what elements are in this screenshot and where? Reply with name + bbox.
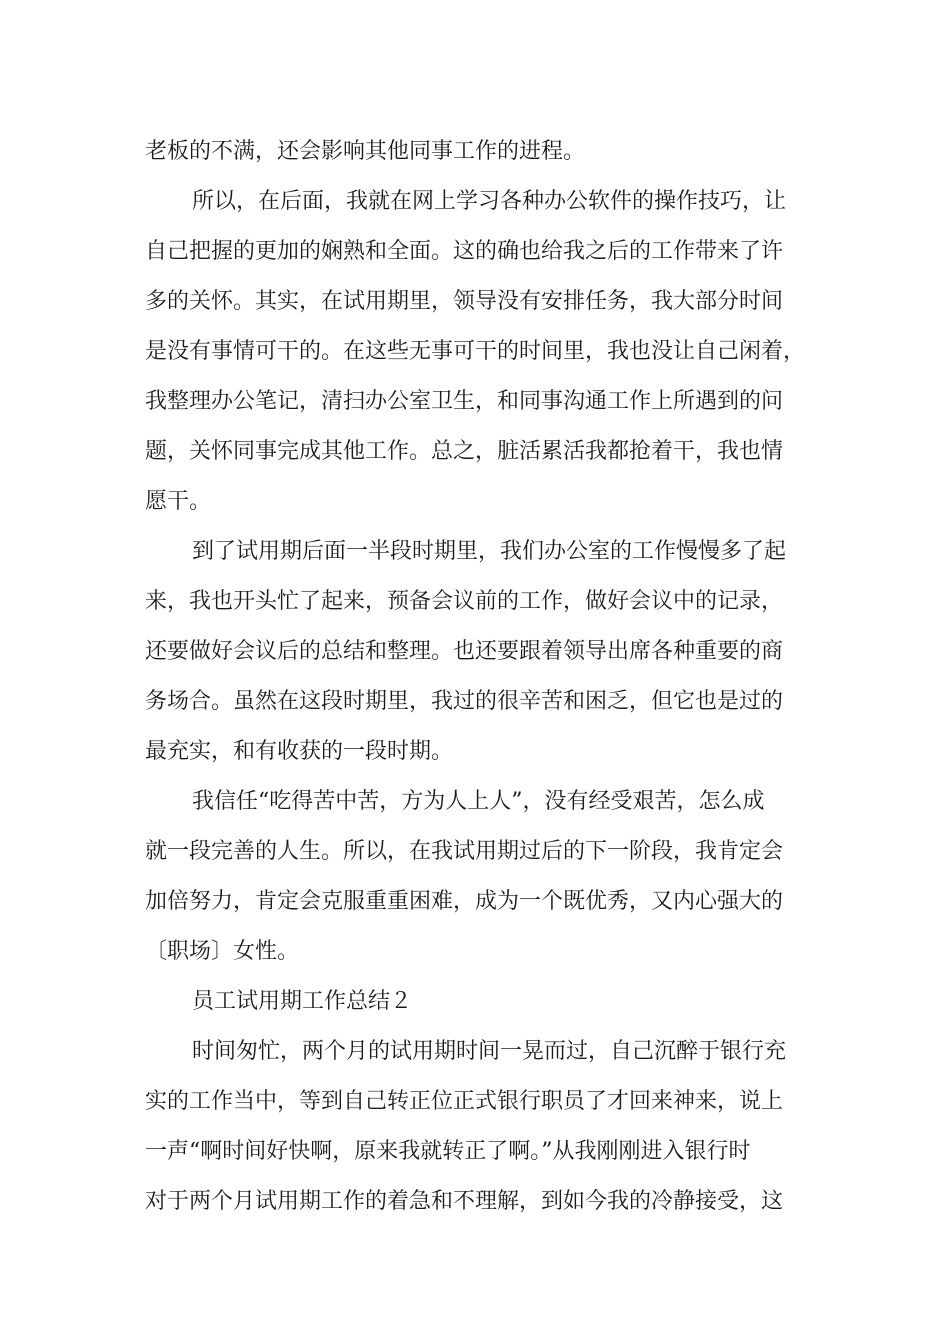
paragraph-start-line: 所以，在后面，我就在网上学习各种办公软件的操作技巧，让 [192, 189, 787, 214]
text-line: 对于两个月试用期工作的着急和不理解，到如今我的冷静接受，这 [145, 1189, 784, 1214]
text-line: 来，我也开头忙了起来，预备会议前的工作，做好会议中的记录， [145, 589, 784, 614]
text-line: 多的关怀。其实，在试用期里，领导没有安排任务，我大部分时间 [145, 289, 784, 314]
text-line: 自己把握的更加的娴熟和全面。这的确也给我之后的工作带来了许 [145, 239, 784, 264]
text-line: 老板的不满，还会影响其他同事工作的进程。 [145, 139, 586, 164]
text-line: 务场合。虽然在这段时期里，我过的很辛苦和困乏，但它也是过的 [145, 689, 784, 714]
paragraph-start-line: 到了试用期后面一半段时期里，我们办公室的工作慢慢多了起 [192, 539, 787, 564]
section-heading: 员工试用期工作总结２ [192, 989, 413, 1014]
paragraph-start-line: 我信任“吃得苦中苦，方为人上人”，没有经受艰苦，怎么成 [192, 789, 765, 814]
text-line: 一声“啊时间好快啊，原来我就转正了啊。”从我刚刚进入银行时 [145, 1139, 751, 1164]
text-line: 还要做好会议后的总结和整理。也还要跟着领导出席各种重要的商 [145, 639, 784, 664]
text-line: 是没有事情可干的。在这些无事可干的时间里，我也没让自己闲着， [145, 339, 806, 364]
text-line: 愿干。 [145, 489, 212, 514]
text-line: 最充实，和有收获的一段时期。 [145, 739, 454, 764]
text-line: 我整理办公笔记，清扫办公室卫生，和同事沟通工作上所遇到的问 [145, 389, 784, 414]
text-line: 〔职场〕女性。 [145, 939, 300, 964]
paragraph-start-line: 时间匆忙，两个月的试用期时间一晃而过，自己沉醉于银行充 [192, 1039, 787, 1064]
text-line: 题，关怀同事完成其他工作。总之，脏活累活我都抢着干，我也情 [145, 439, 784, 464]
text-line: 就一段完善的人生。所以，在我试用期过后的下一阶段，我肯定会 [145, 839, 784, 864]
text-line: 实的工作当中，等到自己转正位正式银行职员了才回来神来，说上 [145, 1089, 784, 1114]
text-line: 加倍努力，肯定会克服重重困难，成为一个既优秀，又内心强大的 [145, 889, 784, 914]
